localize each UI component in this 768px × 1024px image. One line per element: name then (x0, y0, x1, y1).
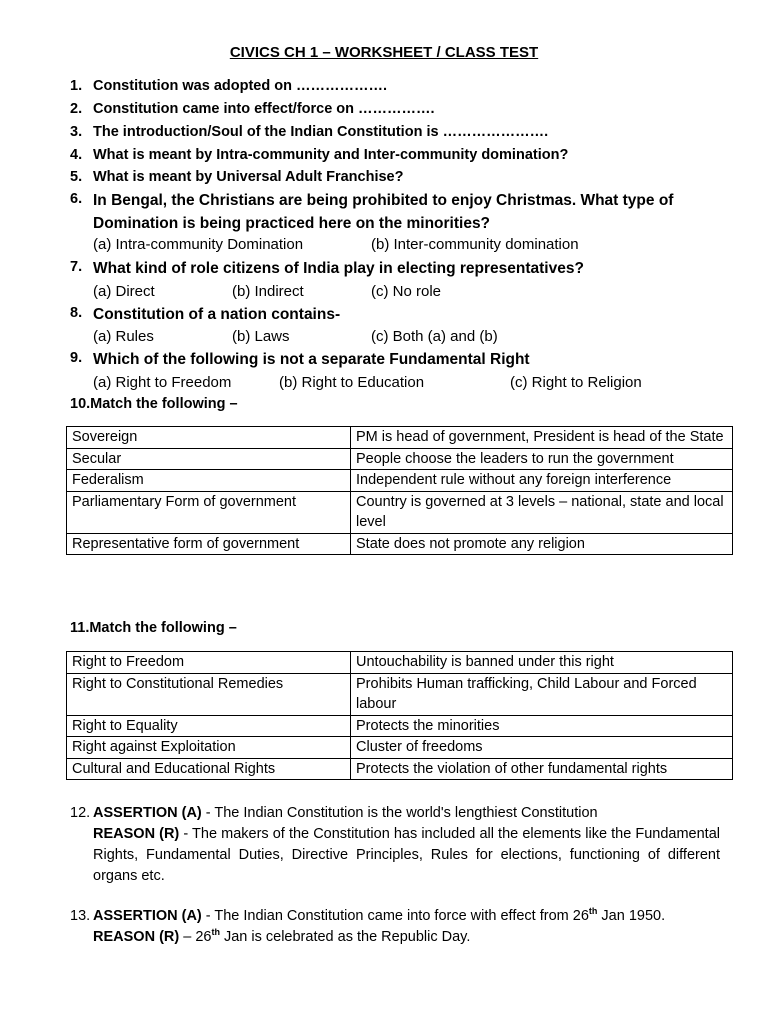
reason-line (93, 824, 720, 887)
table-cell: Secular (67, 448, 351, 470)
assertion-label: ASSERTION (A) (93, 908, 202, 924)
question-number: 3. (70, 124, 83, 140)
reason-line (93, 927, 720, 948)
table-cell: Cultural and Educational Rights (67, 758, 351, 780)
table-cell: Right to Equality (67, 715, 351, 737)
question-number: 13. (70, 908, 91, 924)
reason-label: REASON (R) (93, 826, 180, 842)
table-cell: Federalism (67, 470, 351, 492)
reason-text: – 26 (179, 929, 212, 945)
match-heading-10: 10.Match the following – (70, 396, 238, 412)
question-text: In Bengal, the Christians are being prohibited to enjoy Christmas. What type of Domination is being practiced here on the minorities? (93, 192, 674, 232)
table-cell: PM is head of government, President is head of the State (351, 427, 733, 449)
table-cell: Protects the violation of other fundamental rights (351, 758, 733, 780)
table-row (67, 715, 733, 737)
question-number: 1. (70, 78, 83, 94)
table-row (67, 673, 733, 715)
table-cell: Independent rule without any foreign interference (351, 470, 733, 492)
superscript: th (588, 906, 598, 917)
table-cell: Country is governed at 3 levels – national, state and local level (351, 491, 733, 533)
assertion-line (93, 803, 720, 824)
match-table-10 (66, 426, 733, 555)
table-row (67, 470, 733, 492)
assertion-reason-body (93, 906, 720, 948)
option-a: (a) Rules (93, 328, 154, 345)
assertion-text: - The Indian Constitution is the world's lengthiest Constitution (201, 805, 598, 821)
superscript: th (211, 927, 220, 938)
question-text: What is meant by Intra-community and Inter-community domination? (93, 147, 569, 163)
question-text: What kind of role citizens of India play in electing representatives? (93, 260, 584, 277)
table-row (67, 448, 733, 470)
table-cell: State does not promote any religion (351, 533, 733, 555)
table-cell: Parliamentary Form of government (67, 491, 351, 533)
question-text: Constitution was adopted on ………………. (93, 78, 388, 94)
question-number: 6. (70, 191, 83, 207)
question-text: Constitution came into effect/force on ……………. (93, 101, 435, 117)
option-b: (b) Laws (232, 328, 290, 345)
assertion-reason-body (93, 803, 720, 887)
table-cell: Right to Freedom (67, 652, 351, 674)
table-cell: Right against Exploitation (67, 737, 351, 759)
reason-text: - The makers of the Constitution has included all the elements like the Fundamental Rights, Fundamental Duties, Directive Principles, Rules for elections, functioning of different organs etc. (93, 826, 720, 884)
table-row (67, 652, 733, 674)
question-text: Constitution of a nation contains- (93, 306, 341, 323)
question-text: What is meant by Universal Adult Franchise? (93, 169, 404, 185)
reason-text-end: Jan is celebrated as the Republic Day. (219, 929, 471, 945)
table-cell: Untouchability is banned under this right (351, 652, 733, 674)
table-cell: Right to Constitutional Remedies (67, 673, 351, 715)
option-b: (b) Right to Education (279, 374, 425, 391)
question-number: 12. (70, 805, 91, 821)
option-c: (c) Both (a) and (b) (371, 328, 498, 345)
option-a: (a) Right to Freedom (93, 374, 232, 391)
assertion-line (93, 906, 720, 927)
table-cell: Representative form of government (67, 533, 351, 555)
option-b: (b) Indirect (232, 283, 304, 300)
table-row (67, 427, 733, 449)
question-number: 2. (70, 101, 83, 117)
question-number: 9. (70, 350, 83, 366)
assertion-text: - The Indian Constitution came into force with effect from 26 (201, 908, 589, 924)
option-c: (c) No role (371, 283, 442, 300)
table-cell: Protects the minorities (351, 715, 733, 737)
option-a: (a) Intra-community Domination (93, 236, 304, 253)
table-row (67, 533, 733, 555)
table-row (67, 737, 733, 759)
assertion-text-end: Jan 1950. (597, 908, 666, 924)
question-number: 8. (70, 305, 83, 321)
table-row (67, 758, 733, 780)
table-cell: People choose the leaders to run the government (351, 448, 733, 470)
table-cell: Cluster of freedoms (351, 737, 733, 759)
question-text: The introduction/Soul of the Indian Constitution is …………………. (93, 124, 549, 140)
question-number: 4. (70, 147, 83, 163)
question-text: Which of the following is not a separate Fundamental Right (93, 351, 530, 368)
table-cell: Prohibits Human trafficking, Child Labour and Forced labour (351, 673, 733, 715)
table-cell: Sovereign (67, 427, 351, 449)
question-number: 7. (70, 259, 83, 275)
match-heading-11: 11.Match the following – (70, 620, 237, 636)
table-row (67, 491, 733, 533)
option-c: (c) Right to Religion (510, 374, 642, 391)
option-b: (b) Inter-community domination (371, 236, 579, 253)
worksheet-title: CIVICS CH 1 – WORKSHEET / CLASS TEST (229, 44, 539, 61)
option-a: (a) Direct (93, 283, 155, 300)
match-table-11 (66, 651, 733, 780)
reason-label: REASON (R) (93, 929, 180, 945)
question-number: 5. (70, 169, 83, 185)
assertion-label: ASSERTION (A) (93, 805, 202, 821)
